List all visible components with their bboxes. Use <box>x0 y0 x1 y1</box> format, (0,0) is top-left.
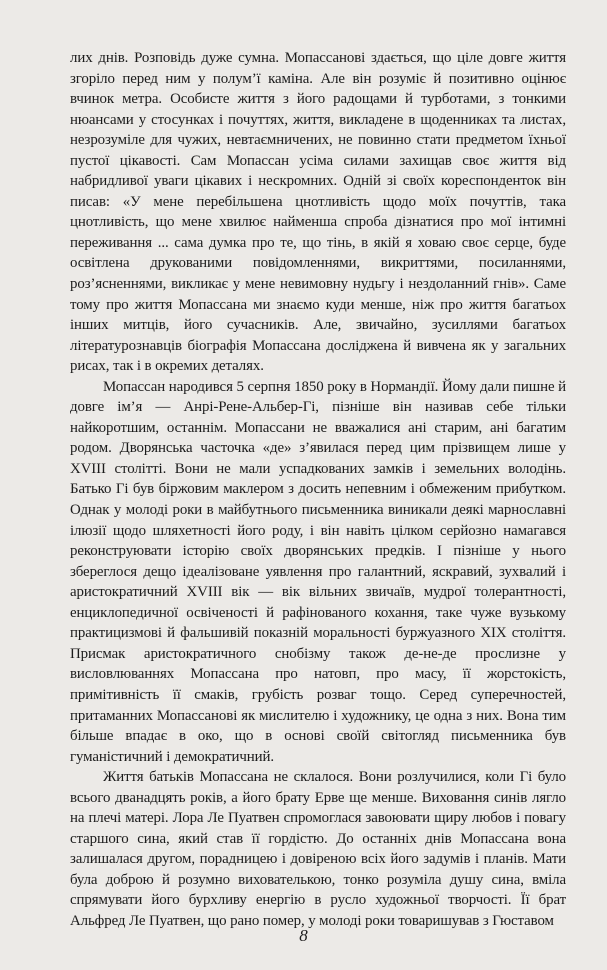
paragraph-2: Мопассан народився 5 серпня 1850 року в Нормандії. Йому дали пишне й довге ім’я — Анрі-Рене-Альбер-Гі, пізніше він називав себе тільки найкоротшим, останнім. Мопассани не вважалися ані старим, ані багатим родом. Дворянська часточка «де» з’явилася перед цим прізвищем лише у XVIII столітті. Вони не мали успадкованих замків і земельних володінь. Батько Гі був біржовим маклером з досить непевним і обмеженим прибутком. Однак у молоді роки в майбутнього письменника виникали деякі марнославні ілюзії щодо шляхетності його роду, і він навіть цілком серйозно намагався реконструювати історію своїх дворянських предків. І пізніше у нього збереглося дещо ідеалізоване уявлення про галантний, яскравий, зухвалий і аристократичний XVIII вік — вік вільних звичаїв, мудрої толерантності, енциклопедичної освіченості й рафінованого кохання, таке чуже вузькому практицизмові й фальшивій показній моральності буржуазного XIX століття. Присмак аристократичного снобізму також де-не-де прослизне у висловлюваннях Мопассана про натовп, про масу, її жорстокість, примітивність її смаків, грубість розваг тощо. Серед суперечностей, притаманних Мопассанові як мислителю і художнику, це одна з них. Вона тим більше впадає в око, що в основі своїй світогляд письменника був гуманістичний і демократичний. <box>70 378 566 765</box>
page-number: 8 <box>299 926 308 945</box>
body-text <box>70 48 566 932</box>
paragraph-3: Життя батьків Мопассана не склалося. Вони розлучилися, коли Гі було всього дванадцять років, а його брату Ерве ще менше. Виховання синів лягло на плечі матері. Лора Ле Пуатвен спромоглася завоювати щиру любов і повагу старшого сина, який став її гордістю. До останніх днів Мопассана вона залишалася другом, порадницею і довіреною всіх його задумів і планів. Мати була доброю й розумно вихователькою, тонко розуміла душу сина, вміла спрямувати його бурхливу енергію в русло художньої творчості. Її брат Альфред Ле Пуатвен, що рано помер, у молоді роки товаришував з Гюставом <box>70 769 566 929</box>
paragraph-1: лих днів. Розповідь дуже сумна. Мопассанові здається, що ціле довге життя згоріло перед ним у полум’ї каміна. Але він розуміє й позитивно оцінює вчинок метра. Особисте життя з його радощами й турботами, з тонкими нюансами у стосунках і почуттях, життя, викладене в щоденниках та листах, незрозуміле для чужих, невтаємничених, не повинно стати предметом їхньої пустої цікавості. Сам Мопассан усіма силами захищав своє життя від набридливої уваги цікавих і нескромних. Одній зі своїх кореспонденток він писав: «У мене перебільшена цнотливість щодо моїх почуттів, така цнотливість, що мене хвилює найменша спроба дізнатися про мої інтимні переживання ... сама думка про те, що тінь, в якій я ховаю своє серце, буде освітлена друкованими повідомленнями, викриттями, посиланнями, роз’ясненнями, викликає у мене невимовну нудьгу і нездоланний гнів». Саме тому про життя Мопассана ми знаємо куди менше, ніж про життя багатьох інших митців, його сучасників. Але, звичайно, зусиллями багатьох літературознавців біографія Мопассана досліджена й вивчена як у загальних рисах, так і в окремих деталях. <box>70 50 566 375</box>
